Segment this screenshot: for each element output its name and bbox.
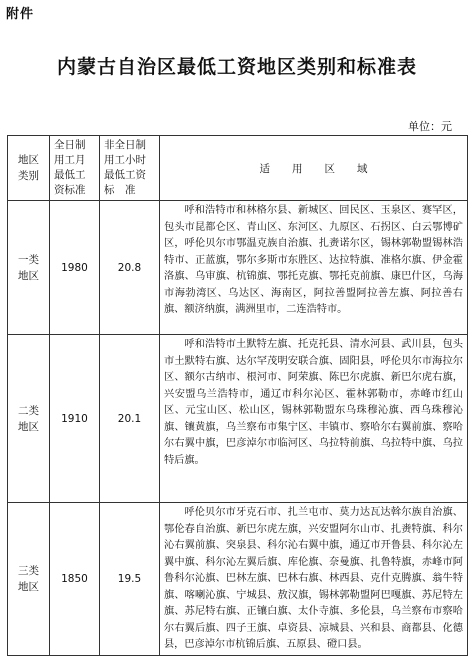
table-row bbox=[8, 503, 468, 656]
row-applicable-area: 呼伦贝尔市牙克石市、扎兰屯市、莫力达瓦达斡尔族自治旗、鄂伦春自治旗、新巴尔虎左旗，兴安盟阿尔山市、扎赉特旗、科尔沁右翼前旗、突泉县、科尔沁右翼中旗，通辽市开鲁县、科尔沁左翼中旗、科尔沁左翼后旗、库伦旗、奈曼旗、扎鲁特旗，赤峰市阿鲁科尔沁旗、巴林左旗、巴林右旗、林西县、克什克腾旗、翁牛特旗、喀喇沁旗、宁城县、敖汉旗，锡林郭勒盟阿巴嘎旗、苏尼特左旗、苏尼特右旗、正镶白旗、太仆寺旗、多伦县，乌兰察布市察哈尔右翼后旗、四子王旗、卓资县、凉城县、兴和县、商都县、化德县，巴彦淖尔市杭锦后旗、五原县、磴口县。 bbox=[160, 503, 468, 656]
wage-standard-table bbox=[7, 135, 468, 656]
header-hourly-line: 用工小时 bbox=[104, 154, 146, 166]
row-hourly-wage: 20.8 bbox=[100, 201, 160, 335]
header-category bbox=[8, 136, 50, 201]
header-hourly-line: 标 准 bbox=[104, 184, 136, 196]
header-category-line: 地区 bbox=[18, 154, 39, 166]
header-hourly-line: 最低工资 bbox=[104, 169, 146, 181]
row-category bbox=[8, 335, 50, 503]
header-monthly-wage bbox=[50, 136, 100, 201]
category-line: 三类 bbox=[18, 564, 39, 577]
row-category bbox=[8, 503, 50, 656]
row-hourly-wage: 20.1 bbox=[100, 335, 160, 503]
unit-label: 单位：元 bbox=[408, 120, 452, 133]
attachment-label: 附件 bbox=[6, 7, 35, 22]
header-category-line: 类别 bbox=[18, 170, 39, 182]
category-line: 二类 bbox=[18, 404, 39, 417]
header-monthly-line: 全日制 bbox=[54, 139, 86, 151]
table-header-row bbox=[8, 136, 468, 201]
header-monthly-line: 用工月 bbox=[54, 154, 86, 166]
row-hourly-wage: 19.5 bbox=[100, 503, 160, 656]
row-applicable-area: 呼和浩特市和林格尔县、新城区、回民区、玉泉区、赛罕区，包头市昆都仑区、青山区、东河区、九原区、石拐区、白云鄂博矿区，呼伦贝尔市鄂温克族自治旗、扎赉诺尔区，锡林郭勒盟锡林浩特市、正蓝旗，鄂尔多斯市东胜区、达拉特旗、准格尔旗、伊金霍洛旗、乌审旗、杭锦旗、鄂托克旗、鄂托克前旗、康巴什区，乌海市海勃湾区、乌达区、海南区，阿拉善盟阿拉善左旗、阿拉善右旗、额济纳旗，满洲里市，二连浩特市。 bbox=[160, 201, 468, 335]
row-monthly-wage: 1850 bbox=[50, 503, 100, 656]
header-monthly-line: 资标准 bbox=[54, 184, 86, 196]
table-row bbox=[8, 201, 468, 335]
header-applicable-area: 适用区域 bbox=[160, 136, 468, 201]
category-line: 一类 bbox=[18, 253, 39, 266]
category-line: 地区 bbox=[18, 580, 39, 593]
header-hourly-wage bbox=[100, 136, 160, 201]
table-row bbox=[8, 335, 468, 503]
category-line: 地区 bbox=[18, 269, 39, 282]
row-category bbox=[8, 201, 50, 335]
row-monthly-wage: 1980 bbox=[50, 201, 100, 335]
document-title: 内蒙古自治区最低工资地区类别和标准表 bbox=[56, 56, 417, 78]
category-line: 地区 bbox=[18, 420, 39, 433]
row-applicable-area: 呼和浩特市土默特左旗、托克托县、清水河县、武川县，包头市土默特右旗、达尔罕茂明安联合旗、固阳县，呼伦贝尔市海拉尔区、额尔古纳市、根河市、阿荣旗、陈巴尔虎旗、新巴尔虎右旗，兴安盟乌兰浩特市，通辽市科尔沁区、霍林郭勒市，赤峰市红山区、元宝山区、松山区，锡林郭勒盟东乌珠穆沁旗、西乌珠穆沁旗、镶黄旗，乌兰察布市集宁区、丰镇市、察哈尔右翼前旗、察哈尔右翼中旗，巴彦淖尔市临河区、乌拉特前旗、乌拉特中旗、乌拉特后旗。 bbox=[160, 335, 468, 503]
row-monthly-wage: 1910 bbox=[50, 335, 100, 503]
header-monthly-line: 最低工 bbox=[54, 169, 86, 181]
header-hourly-line: 非全日制 bbox=[104, 139, 146, 151]
